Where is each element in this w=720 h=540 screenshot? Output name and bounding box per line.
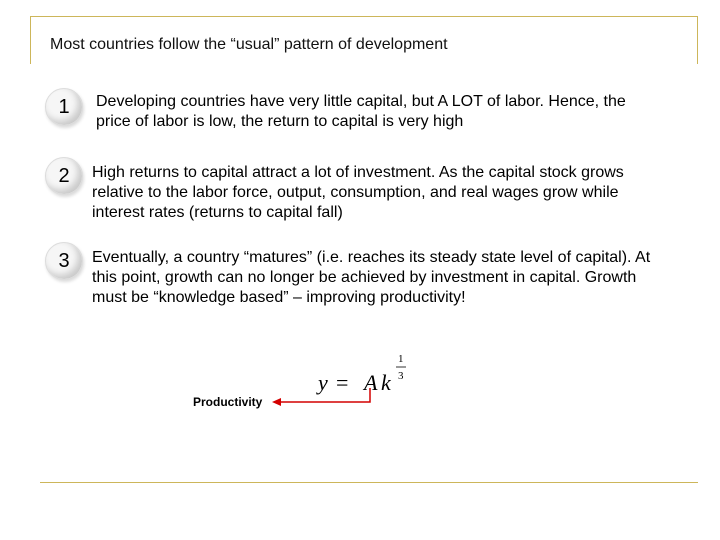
exponent-denominator: 3 — [398, 370, 404, 382]
productivity-arrow-head — [272, 398, 281, 406]
bottom-rule — [40, 482, 698, 483]
point-1-text: Developing countries have very little capital, but A LOT of labor. Hence, the price of labor is low, the return to capital is very high — [96, 93, 626, 130]
left-rule — [30, 16, 31, 64]
slide-title: Most countries follow the “usual” pattern of development — [50, 36, 448, 53]
exponent-numerator: 1 — [398, 353, 404, 365]
right-rule — [697, 16, 698, 64]
formula-var: k — [381, 370, 391, 395]
top-rule — [30, 16, 698, 17]
point-3-text: Eventually, a country “matures” (i.e. reaches its steady state level of capital). At this point, growth can no longer be achieved by investment in capital. Growth must be “knowledge based” – improving productivity! — [92, 249, 651, 306]
number-badge-3: 3 — [45, 242, 83, 280]
number-badge-2: 2 — [45, 157, 83, 195]
formula-coef: A — [364, 370, 378, 395]
formula-y: y — [318, 370, 328, 395]
productivity-label: Productivity — [193, 395, 263, 409]
formula-equals: = — [336, 370, 349, 395]
point-2-text: High returns to capital attract a lot of investment. As the capital stock grows relative to the labor force, output, consumption, and real wages grow while interest rates (returns to capital fall) — [92, 164, 624, 221]
number-badge-1: 1 — [45, 88, 83, 126]
formula-diagram — [180, 340, 440, 420]
